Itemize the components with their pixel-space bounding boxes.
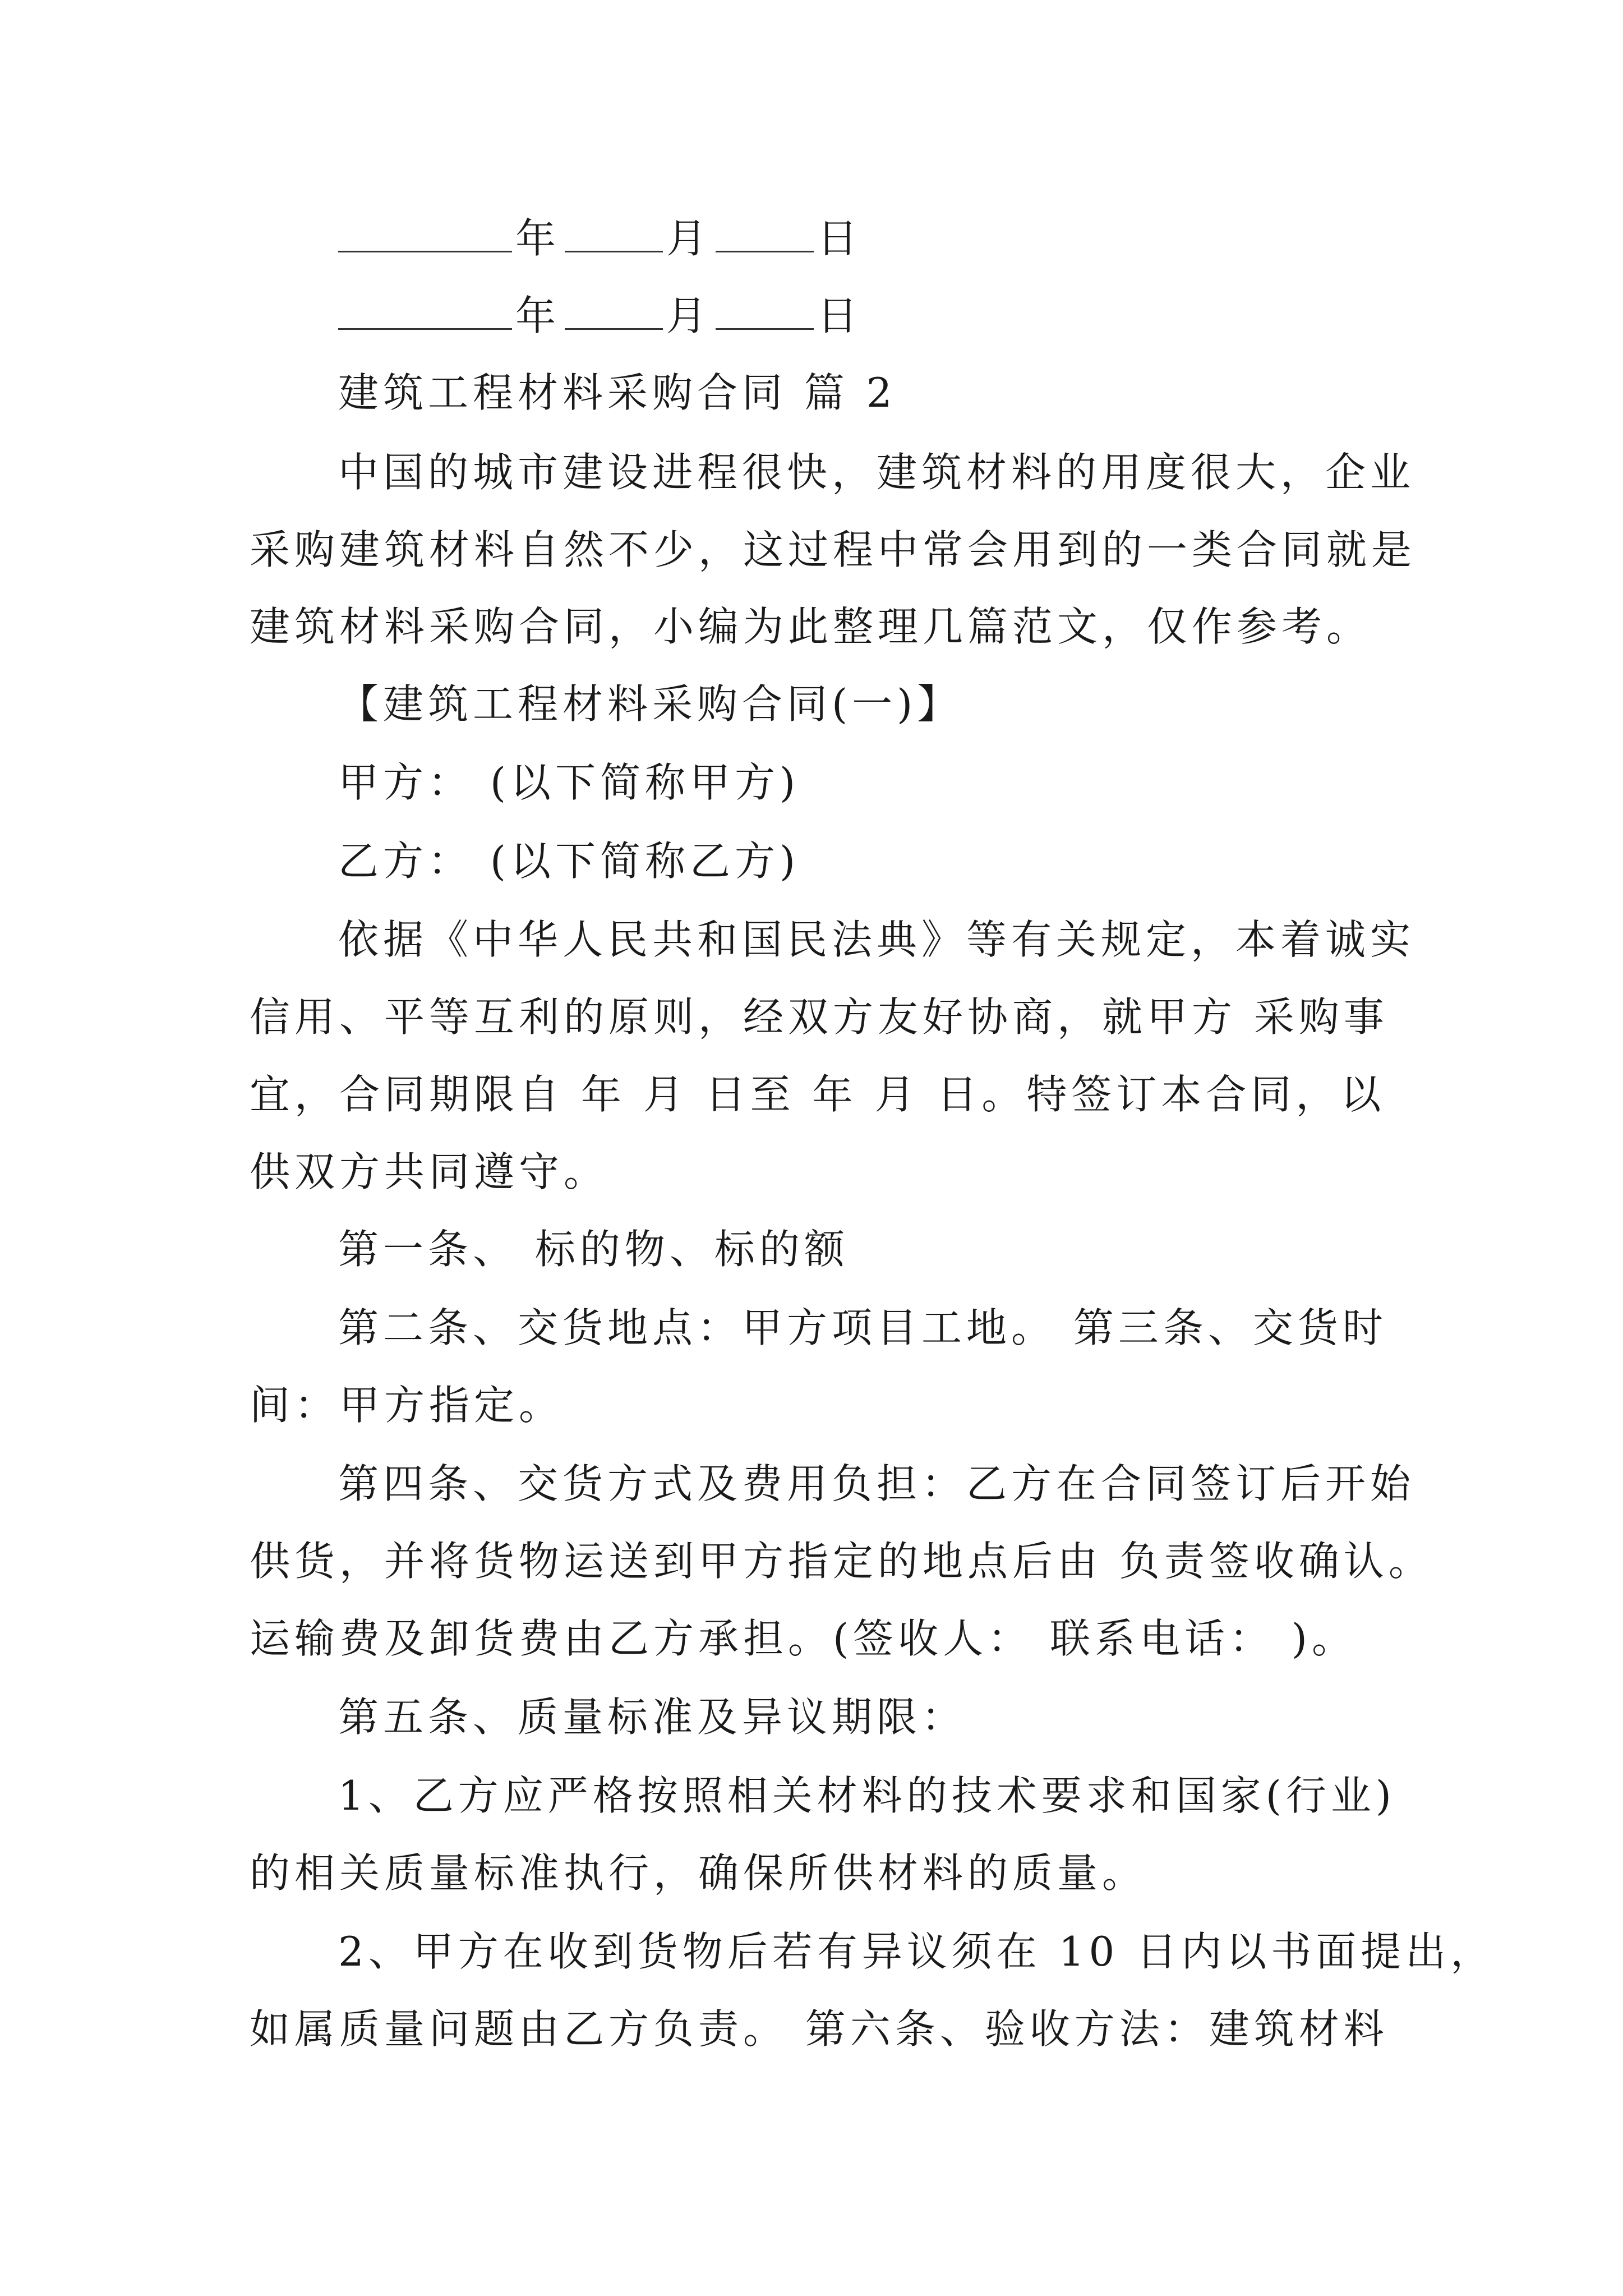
paragraph-line: 如属质量问题由乙方负责。 第六条、验收方法：建筑材料 xyxy=(250,2005,1389,2053)
article-line: 第一条、 标的物、标的额 xyxy=(338,1226,849,1273)
contract-title: 【建筑工程材料采购合同(一)】 xyxy=(338,680,962,728)
article-line: 第五条、质量标准及异议期限： xyxy=(338,1694,967,1741)
paragraph-line: 依据《中华人民共和国民法典》等有关规定，本着诚实 xyxy=(338,916,1415,963)
paragraph-line: 中国的城市建设进程很快，建筑材料的用度很大，企业 xyxy=(338,449,1415,496)
paragraph-line: 信用、平等互利的原则，经双方友好协商，就甲方 采购事 xyxy=(250,993,1389,1041)
day-blank xyxy=(716,295,814,330)
article-line: 第四条、交货方式及费用负担：乙方在合同签订后开始 xyxy=(338,1460,1415,1507)
paragraph-line: 间：甲方指定。 xyxy=(250,1382,564,1429)
paragraph-line: 供货，并将货物运送到甲方指定的地点后由 负责签收确认。 xyxy=(250,1538,1433,1585)
month-blank xyxy=(565,295,663,330)
clause-line: 2、甲方在收到货物后若有异议须在 10 日内以书面提出， xyxy=(338,1928,1496,1975)
clause-line: 1、乙方应严格按照相关材料的技术要求和国家(行业) xyxy=(338,1772,1396,1819)
paragraph-line: 宜，合同期限自 年 月 日至 年 月 日。特签订本合同，以 xyxy=(250,1071,1386,1118)
section-heading: 建筑工程材料采购合同 篇 2 xyxy=(338,369,897,416)
party-b-line: 乙方： (以下简称乙方) xyxy=(338,838,800,885)
signature-date-line xyxy=(338,291,866,341)
year-blank xyxy=(338,295,512,330)
day-label: 日 xyxy=(817,292,863,339)
paragraph-line: 建筑材料采购合同，小编为此整理几篇范文，仅作参考。 xyxy=(250,603,1372,650)
paragraph-line: 采购建筑材料自然不少，这过程中常会用到的一类合同就是 xyxy=(250,526,1417,573)
month-label: 月 xyxy=(666,215,712,262)
year-label: 年 xyxy=(515,215,561,262)
year-blank xyxy=(338,217,512,252)
day-label: 日 xyxy=(817,215,863,262)
year-label: 年 xyxy=(515,292,561,339)
paragraph-line: 的相关质量标准执行，确保所供材料的质量。 xyxy=(250,1849,1147,1897)
party-a-line: 甲方： (以下简称甲方) xyxy=(338,759,800,806)
day-blank xyxy=(716,217,814,252)
paragraph-line: 运输费及卸货费由乙方承担。(签收人： 联系电话： )。 xyxy=(250,1615,1357,1662)
signature-date-line xyxy=(338,213,866,264)
month-blank xyxy=(565,217,663,252)
paragraph-line: 供双方共同遵守。 xyxy=(250,1148,609,1195)
month-label: 月 xyxy=(666,292,712,339)
article-line: 第二条、交货地点：甲方项目工地。 第三条、交货时 xyxy=(338,1304,1387,1351)
